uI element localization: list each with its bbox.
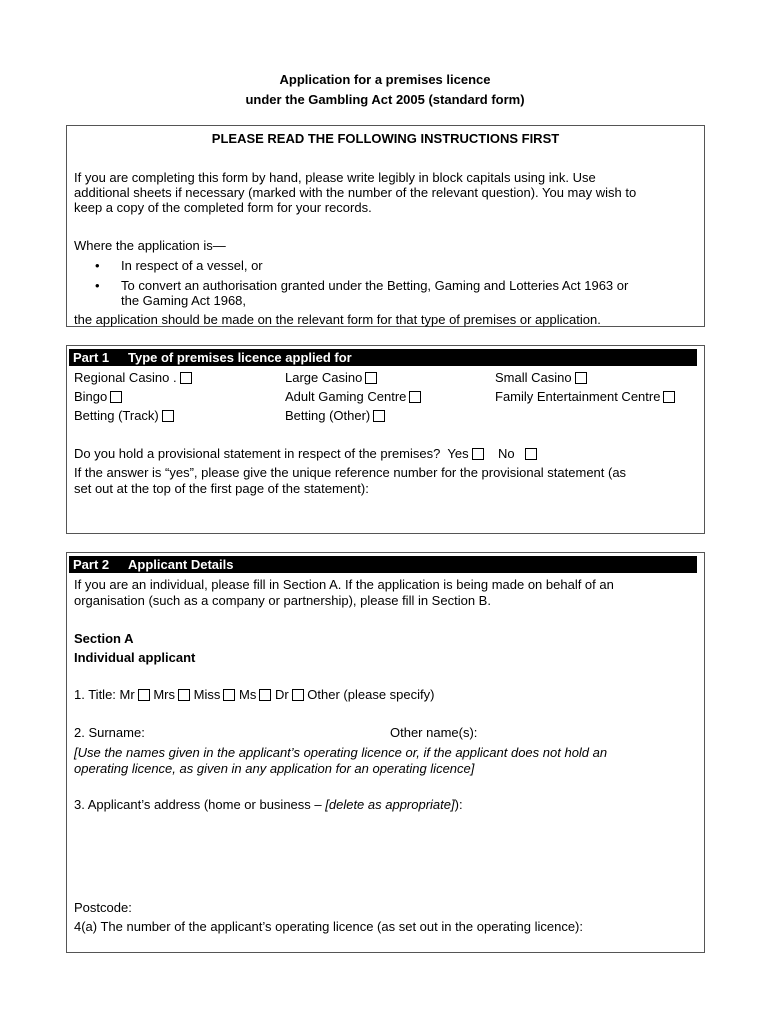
betting-track-checkbox[interactable] [162, 410, 174, 422]
operating-licence-question: 4(a) The number of the applicant’s operating licence (as set out in the operating licence): [74, 919, 583, 934]
option-label: Adult Gaming Centre [285, 389, 407, 404]
address-question [74, 796, 463, 813]
reference-line1: If the answer is “yes”, please give the unique reference number for the provisional statement (as [74, 465, 627, 480]
instructions-para1-line2: additional sheets if necessary (marked with the number of the relevant question). You may wish to [74, 185, 637, 200]
regional-casino-checkbox[interactable] [180, 372, 192, 384]
part2-intro-line2: organisation (such as a company or partnership), please fill in Section B. [74, 593, 491, 608]
other-names-label: Other name(s): [390, 725, 478, 740]
part2-intro-line1: If you are an individual, please fill in Section A. If the application is being made on behalf of an [74, 577, 614, 592]
bullet-icon: • [95, 278, 100, 293]
surname-label: 2. Surname: [74, 725, 145, 740]
small-casino-checkbox[interactable] [575, 372, 587, 384]
betting-other-checkbox[interactable] [373, 410, 385, 422]
option-large-casino [285, 369, 377, 386]
title-row [74, 686, 434, 703]
option-betting-other [285, 407, 385, 424]
no-label: No [498, 446, 515, 461]
option-label: Betting (Track) [74, 408, 159, 423]
option-regional-casino [74, 369, 192, 386]
part2-number: Part 2 [73, 557, 110, 572]
option-adult-gaming-centre [285, 388, 421, 405]
provisional-question-row [74, 445, 537, 462]
option-label: Bingo [74, 389, 108, 404]
title-miss-label: Miss [193, 687, 221, 702]
instructions-heading: PLEASE READ THE FOLLOWING INSTRUCTIONS FIRST [211, 131, 560, 146]
title-ms-checkbox[interactable] [259, 689, 271, 701]
bullet2-line2: the Gaming Act 1968, [121, 293, 247, 308]
yes-checkbox[interactable] [472, 448, 484, 460]
title-dr-label: Dr [274, 687, 289, 702]
large-casino-checkbox[interactable] [365, 372, 377, 384]
title-mr-label: Mr [119, 687, 135, 702]
form-title-line2: under the Gambling Act 2005 (standard form) [245, 92, 525, 107]
names-note-line1: [Use the names given in the applicant’s operating licence or, if the applicant does not hold an [74, 745, 608, 760]
no-checkbox[interactable] [525, 448, 537, 460]
form-title-line1: Application for a premises licence [279, 72, 491, 87]
section-a-label: Section A [74, 631, 134, 646]
instructions-para1-line3: keep a copy of the completed form for your records. [74, 200, 372, 215]
section-a-title: Individual applicant [74, 650, 196, 665]
option-bingo [74, 388, 122, 405]
part1-heading: Type of premises licence applied for [128, 350, 352, 365]
provisional-question: Do you hold a provisional statement in respect of the premises? [74, 446, 441, 461]
title-mrs-label: Mrs [153, 687, 176, 702]
part1-number: Part 1 [73, 350, 110, 365]
instructions-closing: the application should be made on the relevant form for that type of premises or application. [74, 312, 601, 327]
title-mr-checkbox[interactable] [138, 689, 150, 701]
title-question: 1. Title: [74, 687, 116, 702]
option-family-entertainment-centre [495, 388, 675, 405]
instructions-para1-line1: If you are completing this form by hand, please write legibly in block capitals using ink. Use [74, 170, 596, 185]
names-note-line2: operating licence, as given in any application for an operating licence] [74, 761, 475, 776]
option-betting-track [74, 407, 174, 424]
bullet1-text: In respect of a vessel, or [121, 258, 263, 273]
title-dr-checkbox[interactable] [292, 689, 304, 701]
where-intro: Where the application is— [74, 238, 226, 253]
family-entertainment-centre-checkbox[interactable] [663, 391, 675, 403]
address-question-suffix: ): [454, 797, 463, 812]
yes-label: Yes [447, 446, 469, 461]
address-question-text: 3. Applicant’s address (home or business – [74, 797, 322, 812]
option-label: Family Entertainment Centre [495, 389, 661, 404]
part2-heading: Applicant Details [128, 557, 234, 572]
address-delete-note: [delete as appropriate] [325, 797, 455, 812]
reference-line2: set out at the top of the first page of the statement): [74, 481, 369, 496]
title-miss-checkbox[interactable] [223, 689, 235, 701]
option-label: Large Casino [285, 370, 363, 385]
provisional-reference-field[interactable] [74, 500, 694, 528]
bullet2-line1: To convert an authorisation granted under the Betting, Gaming and Lotteries Act 1963 or [121, 278, 629, 293]
title-other-label: Other (please specify) [307, 687, 435, 702]
part2-header [69, 556, 697, 573]
title-ms-label: Ms [238, 687, 257, 702]
part1-header [69, 349, 697, 366]
postcode-label: Postcode: [74, 900, 132, 915]
option-label: Small Casino [495, 370, 572, 385]
option-label: Regional Casino . [74, 370, 177, 385]
title-mrs-checkbox[interactable] [178, 689, 190, 701]
bullet-icon: • [95, 258, 100, 273]
adult-gaming-centre-checkbox[interactable] [409, 391, 421, 403]
option-small-casino [495, 369, 587, 386]
bingo-checkbox[interactable] [110, 391, 122, 403]
address-field[interactable] [74, 816, 694, 896]
option-label: Betting (Other) [285, 408, 371, 423]
